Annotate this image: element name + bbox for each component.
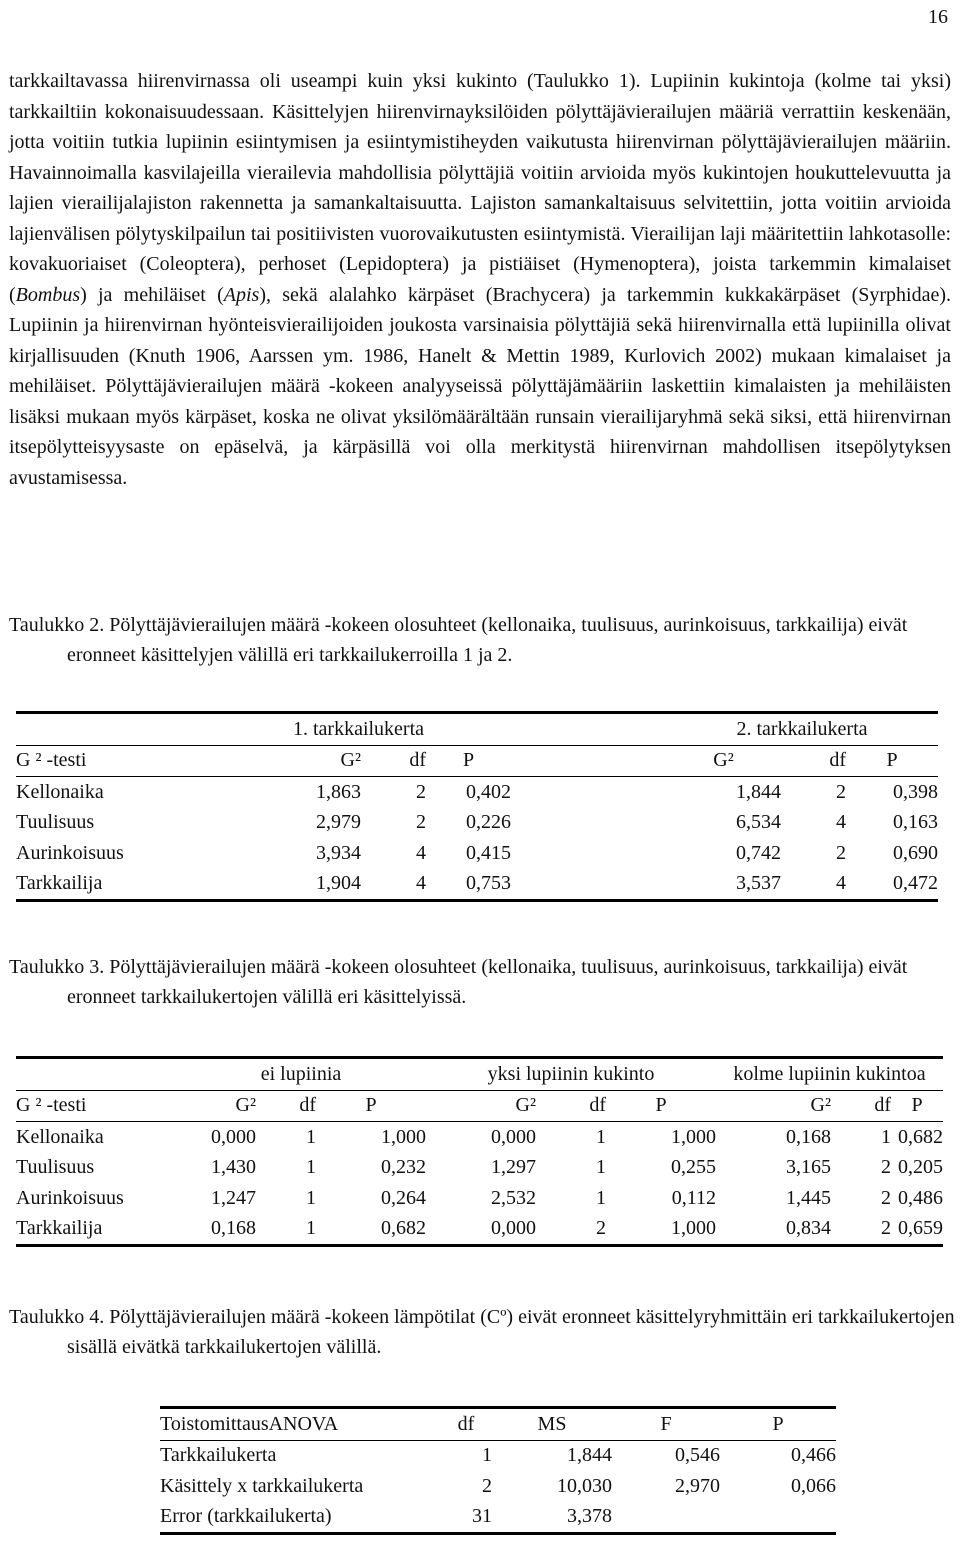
cell: 1 <box>306 1125 316 1148</box>
table2-caption: Taulukko 2. Pölyttäjävierailujen määrä -kokeen olosuhteet (kellonaika, tuulisuus, aurinkoisuus, tarkkailija) eivät eronneet käsittelyjen välillä eri tarkkailukerroilla 1 ja 2. <box>9 614 908 666</box>
cell: 0,264 <box>381 1186 426 1209</box>
cell: 10,030 <box>557 1474 612 1497</box>
cell: 0,466 <box>791 1444 836 1467</box>
table-row <box>160 1471 836 1502</box>
cell: 0,205 <box>898 1156 943 1179</box>
cell: 0,486 <box>898 1186 943 1209</box>
cell: 0,232 <box>381 1156 426 1179</box>
genus-bombus: Bombus <box>15 283 81 306</box>
table3-col-p: P <box>365 1094 377 1117</box>
page-number: 16 <box>928 6 948 28</box>
cell: 0,690 <box>893 841 938 864</box>
table3-col-df: df <box>589 1094 606 1117</box>
body-text-part3: ), sekä alalahko kärpäset (Brachycera) ja tarkemmin kukkakärpäset (Syrphidae). Lupiinin ja hiirenvirnan hyönteisvierailijoiden joukosta varsinaisia pölyttäjiä sekä hiirenvirnalla että lupiinilla olivat kirjallisuuden (Knuth 1906, Aarssen ym. 1986, Hanelt & Mettin 1989, Kurlovich 2002) mukaan kimalaiset ja mehiläiset. Pölyttäjävierailujen määrä -kokeen analyyseissä pölyttäjämääriin laskettiin kimalaisten ja mehiläisten lisäksi mukaan myös kärpäset, koska ne olivat yksilömäärältään runsain vierailijaryhmä sekä siksi, että hiirenvirnan itsepölytteisyysaste on epäselvä, ja kärpäsillä voi olla merkitystä hiirenvirnan mahdollisen itsepölytyksen avustamisessa. <box>9 283 952 489</box>
cell: 2,970 <box>675 1474 720 1497</box>
table4-col-test: ToistomittausANOVA <box>160 1412 339 1435</box>
cell: 0,834 <box>786 1217 831 1240</box>
row-label: Kellonaika <box>16 1125 104 1148</box>
cell: 0,168 <box>211 1217 256 1240</box>
cell: 2 <box>416 780 426 803</box>
genus-apis: Apis <box>223 283 260 306</box>
table3-column-header-row <box>16 1090 943 1122</box>
table3-col-df: df <box>874 1094 891 1117</box>
table-row <box>16 1214 943 1246</box>
row-label: Tarkkailija <box>16 872 103 895</box>
table3-col-g2: G² <box>810 1094 831 1117</box>
table-row <box>16 869 938 901</box>
cell: 0,659 <box>898 1217 943 1240</box>
cell: 0,682 <box>381 1217 426 1240</box>
table2-column-header-row <box>16 745 938 777</box>
cell: 0,742 <box>736 841 781 864</box>
cell: 1 <box>306 1156 316 1179</box>
cell: 2 <box>836 841 846 864</box>
cell: 0,163 <box>893 811 938 834</box>
cell: 2 <box>596 1217 606 1240</box>
cell: 4 <box>836 811 846 834</box>
cell: 1 <box>596 1125 606 1148</box>
table2-group-2: 2. tarkkailukerta <box>736 717 868 740</box>
table4-col-ms: MS <box>537 1412 567 1435</box>
cell: 0,000 <box>491 1125 536 1148</box>
cell: 0,168 <box>786 1125 831 1148</box>
cell <box>720 1502 836 1534</box>
table2 <box>16 711 938 902</box>
cell: 1,430 <box>211 1156 256 1179</box>
table2-col-g2: G² <box>713 749 734 772</box>
cell: 31 <box>472 1505 492 1528</box>
cell: 2,532 <box>491 1186 536 1209</box>
table3-caption: Taulukko 3. Pölyttäjävierailujen määrä -kokeen olosuhteet (kellonaika, tuulisuus, aurinkoisuus, tarkkailija) eivät eronneet tarkkailukertojen välillä eri käsittelyissä. <box>9 956 908 1008</box>
body-text-part1: tarkkailtavassa hiirenvirnassa oli useampi kuin yksi kukinto (Taulukko 1). Lupiinin kukintoja (kolme tai yksi) tarkkailtiin kokonaisuudessaan. Käsittelyjen hiirenvirnayksilöiden pölyttäjävierailujen määriä verrattiin keskenään, jotta voitiin tutkia lupiinin esiintymisen ja esiintymistiheyden vaikutusta hiirenvirnan pölyttäjävierailujen määriin. Havainnoimalla kasvilajeilla vierailevia mahdollisia pölyttäjiä voitiin arvioida myös kukintojen houkuttelevuutta ja lajien vierailijalajiston rakennetta ja samankaltaisuutta. Lajiston samankaltaisuus selvitettiin, jotta voitiin arvioida lajienvälisen pölytyskilpailun tai positiivisten vuorovaikutusten esiintymistä. Vierailijan laji määritettiin lahkotasolle: kovakuoriaiset (Coleoptera), perhoset (Lepidoptera) ja pistiäiset (Hymenoptera), joista tarkemmin kimalaiset ( <box>9 70 951 306</box>
table4 <box>160 1406 836 1535</box>
cell: 0,066 <box>791 1474 836 1497</box>
table4-col-f: F <box>660 1412 672 1435</box>
cell: 1,904 <box>316 872 361 895</box>
row-label: Tarkkailukerta <box>160 1444 277 1467</box>
cell: 1 <box>482 1444 492 1467</box>
cell: 2 <box>482 1474 492 1497</box>
table-row <box>160 1440 836 1471</box>
table-row <box>16 1122 943 1153</box>
row-label: Error (tarkkailukerta) <box>160 1505 332 1528</box>
row-label: Kellonaika <box>16 780 104 803</box>
table3-col-df: df <box>299 1094 316 1117</box>
table3-group-1: ei lupiinia <box>260 1062 342 1085</box>
cell: 3,934 <box>316 841 361 864</box>
table4-header-row <box>160 1408 836 1441</box>
cell: 1,000 <box>381 1125 426 1148</box>
row-label: Tuulisuus <box>16 1156 95 1179</box>
cell: 1,863 <box>316 780 361 803</box>
cell: 2 <box>881 1186 891 1209</box>
row-label: Tarkkailija <box>16 1217 103 1240</box>
cell: 0,546 <box>675 1444 720 1467</box>
cell: 1 <box>306 1217 316 1240</box>
table3-col-g2: G² <box>515 1094 536 1117</box>
cell: 2 <box>881 1217 891 1240</box>
table2-col-g2: G² <box>340 749 361 772</box>
cell: 0,000 <box>211 1125 256 1148</box>
cell: 0,472 <box>893 872 938 895</box>
row-label: Käsittely x tarkkailukerta <box>160 1474 364 1497</box>
table2-col-df: df <box>409 749 426 772</box>
table4-caption: Taulukko 4. Pölyttäjävierailujen määrä -kokeen lämpötilat (Cº) eivät eronneet käsittelyryhmittäin eri tarkkailukertojen sisällä eivätkä tarkkailukertojen välillä. <box>9 1306 955 1358</box>
cell: 0,112 <box>671 1186 716 1209</box>
cell: 1,844 <box>736 780 781 803</box>
table3-group-header-row <box>16 1058 943 1091</box>
cell: 6,534 <box>736 811 781 834</box>
cell: 1 <box>596 1156 606 1179</box>
cell <box>612 1502 720 1534</box>
table-row <box>16 1183 943 1214</box>
cell: 1 <box>596 1186 606 1209</box>
table2-col-p: P <box>462 749 475 772</box>
cell: 0,415 <box>466 841 511 864</box>
cell: 1,000 <box>671 1217 716 1240</box>
cell: 1 <box>306 1186 316 1209</box>
table2-group-1: 1. tarkkailukerta <box>292 717 425 740</box>
cell: 3,165 <box>786 1156 831 1179</box>
cell: 2 <box>416 811 426 834</box>
cell: 1,844 <box>567 1444 612 1467</box>
table-row <box>16 1153 943 1184</box>
row-label: Aurinkoisuus <box>16 1186 124 1209</box>
cell: 2 <box>881 1156 891 1179</box>
row-label: Tuulisuus <box>16 811 95 834</box>
cell: 1,000 <box>671 1125 716 1148</box>
table-row <box>16 777 938 808</box>
cell: 1,247 <box>211 1186 256 1209</box>
cell: 0,226 <box>466 811 511 834</box>
table2-col-p: P <box>886 749 898 772</box>
cell: 0,753 <box>466 872 511 895</box>
cell: 4 <box>416 872 426 895</box>
cell: 0,682 <box>898 1125 943 1148</box>
cell: 0,402 <box>466 780 511 803</box>
body-text-part2: ) ja mehiläiset ( <box>80 283 224 306</box>
cell: 1 <box>881 1125 891 1148</box>
cell: 2,979 <box>316 811 361 834</box>
table3-group-2: yksi lupiinin kukinto <box>487 1062 655 1085</box>
table-row <box>160 1502 836 1534</box>
cell: 0,255 <box>671 1156 716 1179</box>
table3-col-p: P <box>655 1094 667 1117</box>
cell: 4 <box>416 841 426 864</box>
cell: 2 <box>836 780 846 803</box>
table2-group-header-row <box>16 713 938 746</box>
table4-col-p: P <box>772 1412 784 1435</box>
cell: 0,000 <box>491 1217 536 1240</box>
body-paragraph <box>9 66 951 493</box>
cell: 0,398 <box>893 780 938 803</box>
cell: 3,537 <box>736 872 781 895</box>
table2-col-df: df <box>829 749 846 772</box>
cell: 1,445 <box>786 1186 831 1209</box>
cell: 3,378 <box>567 1505 612 1528</box>
table2-row-header: G ² -testi <box>16 749 87 772</box>
table3 <box>16 1056 943 1247</box>
table-row <box>16 838 938 869</box>
table3-group-3: kolme lupiinin kukintoa <box>733 1062 926 1085</box>
table3-col-g2: G² <box>235 1094 256 1117</box>
table4-col-df: df <box>457 1412 475 1435</box>
row-label: Aurinkoisuus <box>16 841 124 864</box>
cell: 4 <box>836 872 846 895</box>
table3-col-p: P <box>911 1094 923 1117</box>
table3-row-header: G ² -testi <box>16 1094 87 1117</box>
cell: 1,297 <box>491 1156 536 1179</box>
table-row <box>16 808 938 839</box>
